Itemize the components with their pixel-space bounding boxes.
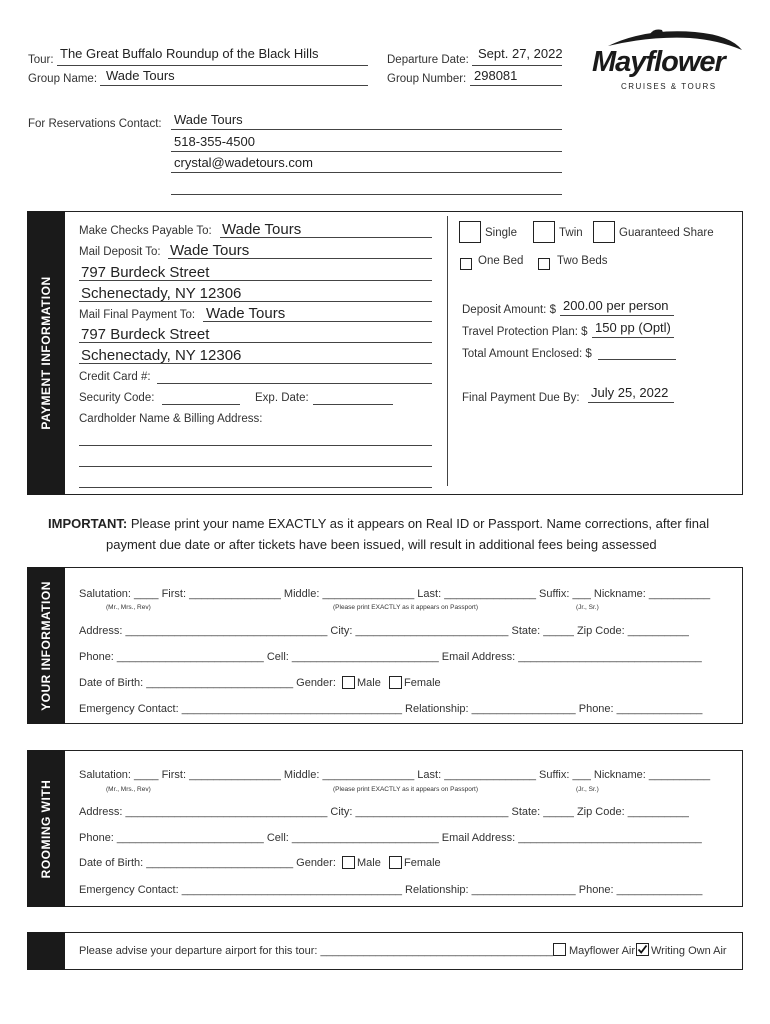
tour-value[interactable]: The Great Buffalo Roundup of the Black Hills <box>60 46 319 61</box>
final-address-2[interactable]: Schenectady, NY 12306 <box>81 347 242 364</box>
payment-sidebar-title: PAYMENT INFORMATION <box>39 276 53 430</box>
your-male-label: Male <box>357 677 381 689</box>
final-payment-value[interactable]: Wade Tours <box>206 305 286 322</box>
twin-checkbox[interactable] <box>533 221 555 243</box>
deposit-address-1[interactable]: 797 Burdeck Street <box>81 264 210 281</box>
group-number-label: Group Number: <box>387 73 467 85</box>
mail-deposit-value[interactable]: Wade Tours <box>170 242 250 259</box>
group-number-value[interactable]: 298081 <box>474 68 518 83</box>
single-checkbox[interactable] <box>459 221 481 243</box>
deposit-amount-label: Deposit Amount: $ <box>462 304 556 316</box>
departure-label: Departure Date: <box>387 54 469 66</box>
group-name-value[interactable]: Wade Tours <box>106 68 175 83</box>
cardholder-line-1[interactable] <box>79 445 432 446</box>
your-info-emergency-row[interactable]: Emergency Contact: ____________________________________ Relationship: _________________ Phone: ______________ <box>79 703 703 715</box>
hint-passport: (Please print EXACTLY as it appears on Passport) <box>333 604 478 611</box>
important-bold: IMPORTANT: <box>48 516 128 531</box>
security-code-label: Security Code: <box>79 392 155 404</box>
final-payment-label: Mail Final Payment To: <box>79 309 196 321</box>
rooming-male-checkbox[interactable] <box>342 856 355 869</box>
mayflower-air-checkbox[interactable] <box>553 943 566 956</box>
rooming-hint-suffix: (Jr., Sr.) <box>576 786 599 793</box>
your-info-phone-row[interactable]: Phone: ________________________ Cell: ________________________ Email Address: ______________________________ <box>79 651 702 663</box>
payment-divider <box>447 216 448 486</box>
two-beds-checkbox[interactable] <box>538 258 550 270</box>
rooming-sidebar-title: ROOMING WITH <box>39 779 53 878</box>
final-due-value[interactable]: July 25, 2022 <box>591 385 669 400</box>
your-info-sidebar-title: YOUR INFORMATION <box>39 580 53 711</box>
logo-wordmark: Mayflower <box>592 46 725 78</box>
important-line-1 <box>48 516 709 531</box>
airport-prompt: Please advise your departure airport for this tour: <box>79 945 318 957</box>
exp-date-label: Exp. Date: <box>255 392 309 404</box>
total-enclosed-label: Total Amount Enclosed: $ <box>462 348 592 360</box>
cardholder-label: Cardholder Name & Billing Address: <box>79 413 263 425</box>
rooming-female-checkbox[interactable] <box>389 856 402 869</box>
checks-label: Make Checks Payable To: <box>79 225 212 237</box>
credit-card-field[interactable] <box>157 383 432 384</box>
checkmark-icon <box>637 944 648 955</box>
security-code-field[interactable] <box>162 404 240 405</box>
rooming-name-row[interactable]: Salutation: ____ First: _______________ Middle: _______________ Last: _______________ Suffix: ___ Nickname: __________ <box>79 769 711 781</box>
hint-suffix: (Jr., Sr.) <box>576 604 599 611</box>
logo-tagline: CRUISES & TOURS <box>621 82 717 91</box>
travel-protection-label: Travel Protection Plan: $ <box>462 326 588 338</box>
tour-label: Tour: <box>28 54 54 66</box>
your-info-address-row[interactable]: Address: _________________________________ City: _________________________ State: _____ Zip Code: __________ <box>79 625 689 637</box>
your-info-dob-row[interactable]: Date of Birth: ________________________ Gender: <box>79 677 336 689</box>
your-info-sidebar <box>27 567 65 724</box>
final-due-label: Final Payment Due By: <box>462 392 580 404</box>
rooming-emergency-row[interactable]: Emergency Contact: ____________________________________ Relationship: _________________ Phone: ______________ <box>79 884 703 896</box>
your-female-checkbox[interactable] <box>389 676 402 689</box>
rooming-hint-passport: (Please print EXACTLY as it appears on Passport) <box>333 786 478 793</box>
airport-sidebar <box>27 932 65 970</box>
deposit-address-2[interactable]: Schenectady, NY 12306 <box>81 285 242 302</box>
single-label: Single <box>485 227 517 239</box>
cardholder-line-3[interactable] <box>79 487 432 488</box>
writing-own-air-label: Writing Own Air <box>651 945 727 957</box>
contact-line-1[interactable]: Wade Tours <box>174 112 243 127</box>
rooming-address-row[interactable]: Address: _________________________________ City: _________________________ State: _____ Zip Code: __________ <box>79 806 689 818</box>
guaranteed-share-checkbox[interactable] <box>593 221 615 243</box>
departure-value[interactable]: Sept. 27, 2022 <box>478 46 563 61</box>
deposit-amount-value[interactable]: 200.00 per person <box>563 298 669 313</box>
rooming-dob-row[interactable]: Date of Birth: ________________________ Gender: <box>79 857 336 869</box>
cardholder-line-2[interactable] <box>79 466 432 467</box>
group-name-label: Group Name: <box>28 73 98 85</box>
your-male-checkbox[interactable] <box>342 676 355 689</box>
hint-salutation: (Mr., Mrs., Rev) <box>106 604 151 611</box>
writing-own-air-checkbox[interactable] <box>636 943 649 956</box>
payment-sidebar <box>27 211 65 495</box>
one-bed-label: One Bed <box>478 255 524 267</box>
airport-row[interactable]: Please advise your departure airport for this tour: ______________________________________ <box>79 945 553 957</box>
mayflower-air-label: Mayflower Air <box>569 945 636 957</box>
contact-line-2[interactable]: 518-355-4500 <box>174 134 255 149</box>
your-female-label: Female <box>404 677 441 689</box>
rooming-phone-row[interactable]: Phone: ________________________ Cell: ________________________ Email Address: ______________________________ <box>79 832 702 844</box>
important-line-2: payment due date or after tickets have been issued, will result in additional fees being assessed <box>106 537 657 552</box>
credit-card-label: Credit Card #: <box>79 371 151 383</box>
rooming-male-label: Male <box>357 857 381 869</box>
travel-protection-value[interactable]: 150 pp (Optl) <box>595 320 671 335</box>
reservations-label: For Reservations Contact: <box>28 118 162 130</box>
twin-label: Twin <box>559 227 583 239</box>
two-beds-label: Two Beds <box>557 255 608 267</box>
rooming-female-label: Female <box>404 857 441 869</box>
checks-value[interactable]: Wade Tours <box>222 221 302 238</box>
guaranteed-share-label: Guaranteed Share <box>619 227 714 239</box>
contact-line-3[interactable]: crystal@wadetours.com <box>174 155 313 170</box>
exp-date-field[interactable] <box>313 404 393 405</box>
rooming-sidebar <box>27 750 65 907</box>
final-address-1[interactable]: 797 Burdeck Street <box>81 326 210 343</box>
important-text-1: Please print your name EXACTLY as it appears on Real ID or Passport. Name corrections, after final <box>130 516 710 531</box>
one-bed-checkbox[interactable] <box>460 258 472 270</box>
total-enclosed-field[interactable] <box>598 359 676 360</box>
rooming-hint-salutation: (Mr., Mrs., Rev) <box>106 786 151 793</box>
mail-deposit-label: Mail Deposit To: <box>79 246 161 258</box>
your-info-name-row[interactable]: Salutation: ____ First: _______________ Middle: _______________ Last: _______________ Suffix: ___ Nickname: __________ <box>79 588 711 600</box>
mayflower-logo <box>590 26 750 96</box>
